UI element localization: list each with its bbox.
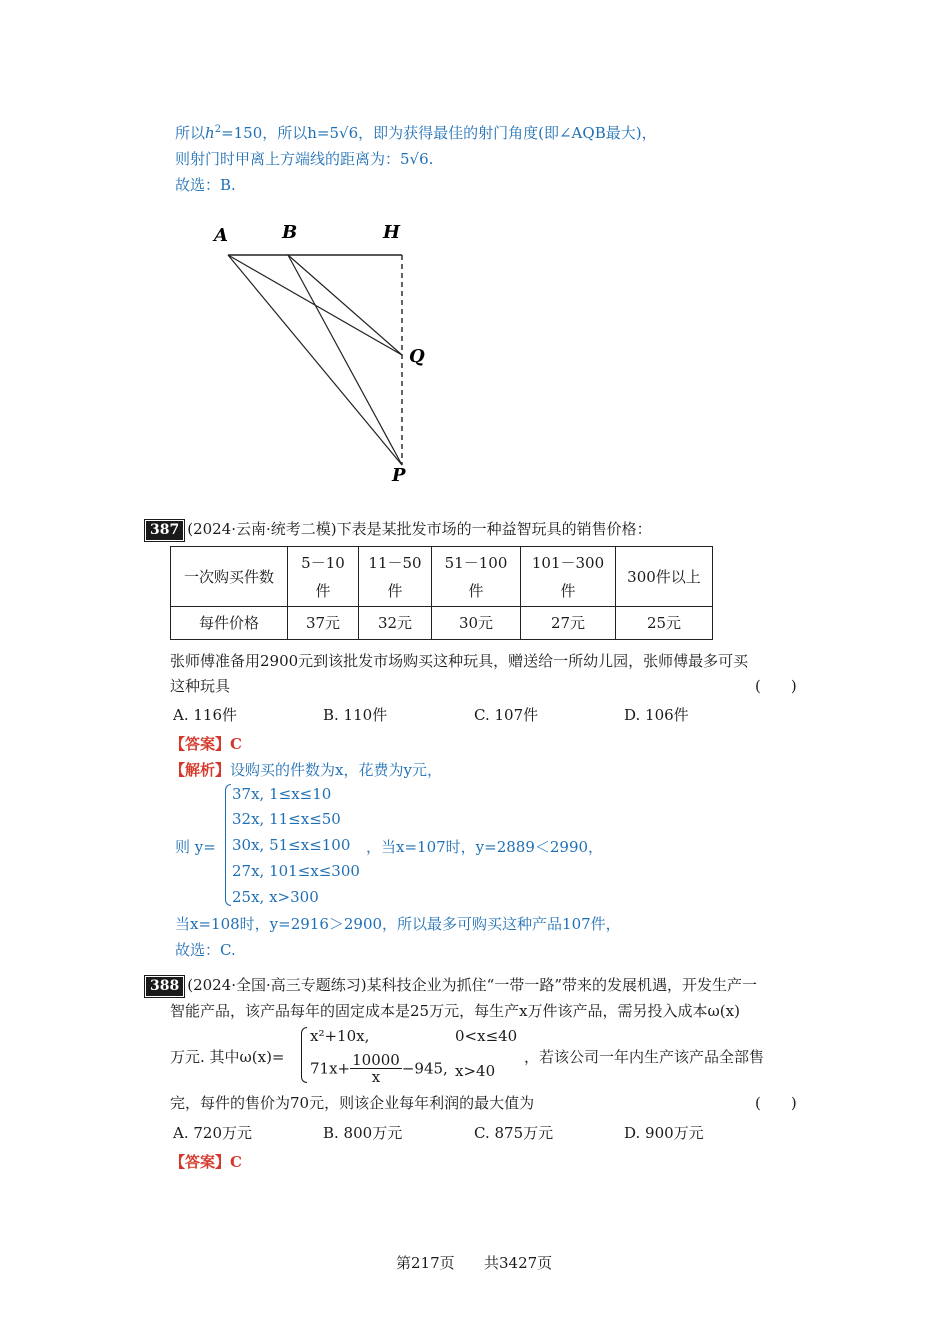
numerator: 10000	[352, 1051, 400, 1069]
option-c: C. 875万元	[474, 1124, 554, 1142]
range-top: 51－100	[444, 553, 508, 572]
label-h: H	[383, 222, 401, 243]
text: −945,	[401, 1059, 448, 1078]
table-cell	[288, 547, 359, 607]
answer-value: C	[230, 735, 242, 753]
range-bottom: 件	[315, 581, 331, 600]
table-cell: 37元	[288, 607, 359, 640]
option-a: A. 720万元	[173, 1124, 252, 1142]
denominator: x	[371, 1068, 381, 1086]
text: ，即为获得最佳的射门角度(即∠AQB最大)，	[358, 124, 657, 142]
question-387-stem	[146, 518, 652, 540]
table-cell: 30元	[432, 607, 521, 640]
answer-line	[170, 733, 242, 754]
geometry-figure	[200, 215, 450, 495]
text: (2024·云南·统考二模)下表是某批发市场的一种益智玩具的销售价格：	[187, 520, 652, 538]
range-bottom: 件	[560, 581, 576, 600]
table-cell: 32元	[359, 607, 432, 640]
table-header-cell: 一次购买件数	[171, 547, 288, 607]
option-b: B. 110件	[323, 706, 388, 724]
analysis-line-4: 故选：C.	[175, 941, 236, 959]
case-5: 25x, x>300	[232, 888, 319, 906]
text: 71x+	[310, 1059, 351, 1078]
text: 所以	[175, 124, 206, 142]
fraction	[350, 1052, 402, 1085]
analysis-line-1	[170, 759, 442, 780]
question-number-badge: 388	[146, 977, 183, 996]
answer-paren: ( )	[755, 677, 797, 695]
line-bq	[288, 255, 402, 355]
option-b: B. 800万元	[323, 1124, 403, 1142]
line-ap	[228, 255, 402, 465]
question-388-stem-1	[146, 974, 757, 996]
range-top: 101－300	[531, 553, 605, 572]
case-2-expr	[310, 1052, 448, 1085]
label-b: B	[282, 222, 298, 243]
solution-line-1	[175, 122, 657, 143]
option-d: D. 900万元	[624, 1124, 704, 1142]
brace	[301, 1027, 307, 1083]
case-1: 37x, 1≤x≤10	[232, 785, 332, 803]
range-top: 5－10	[301, 553, 345, 572]
text: 设购买的件数为x，花费为y元，	[230, 761, 442, 779]
option-a: A. 116件	[173, 706, 237, 724]
table-row	[171, 547, 713, 607]
answer-value: C	[230, 1153, 242, 1171]
text: (2024·全国·高三专题练习)某科技企业为抓住“一带一路”带来的发展机遇，开发生产一	[187, 976, 757, 994]
case-4: 27x, 101≤x≤300	[232, 862, 360, 880]
math-expr: h=5√6	[307, 124, 359, 142]
range-top: 11－50	[368, 553, 422, 572]
label-q: Q	[409, 346, 425, 367]
solution-line-3: 故选：B.	[175, 176, 236, 194]
superscript: 2	[214, 124, 222, 135]
table-cell	[521, 547, 616, 607]
label-p: P	[392, 465, 406, 486]
case-1-cond: 0<x≤40	[455, 1027, 518, 1045]
option-d: D. 106件	[624, 706, 689, 724]
brace	[225, 784, 231, 906]
question-387-text-1: 张师傅准备用2900元到该批发市场购买这种玩具，赠送给一所幼儿园，张师傅最多可买	[170, 652, 749, 670]
solution-line-2: 则射门时甲离上方端线的距离为：5√6.	[175, 150, 434, 168]
answer-paren: ( )	[755, 1094, 797, 1112]
table-cell	[432, 547, 521, 607]
page-number: 第217页	[396, 1254, 455, 1272]
range-bottom: 件	[468, 581, 484, 600]
case-3: 30x, 51≤x≤100	[232, 836, 351, 854]
range-bottom: 件	[387, 581, 403, 600]
question-388-stem-4: 完，每件的售价为70元，则该企业每年利润的最大值为	[170, 1094, 535, 1112]
case-1-expr: x²+10x,	[310, 1027, 370, 1045]
math-var: h	[205, 124, 215, 142]
line-bp	[288, 255, 402, 465]
table-cell: 300件以上	[616, 547, 713, 607]
analysis-line-3: 当x=108时，y=2916＞2900，所以最多可购买这种产品107件，	[175, 915, 621, 933]
question-number-badge: 387	[146, 521, 183, 540]
answer-label: 【答案】	[170, 735, 231, 753]
question-388-stem-3-suffix: ，若该公司一年内生产该产品全部售	[524, 1048, 765, 1066]
case-2: 32x, 11≤x≤50	[232, 810, 341, 828]
table-cell: 25元	[616, 607, 713, 640]
option-c: C. 107件	[474, 706, 539, 724]
table-cell	[359, 547, 432, 607]
question-387-text-2: 这种玩具	[170, 677, 231, 695]
answer-line	[170, 1151, 242, 1172]
table-header-cell: 每件价格	[171, 607, 288, 640]
question-388-stem-2: 智能产品，该产品每年的固定成本是25万元，每生产x万件该产品，需另投入成本ω(x)	[170, 1002, 740, 1020]
piecewise-suffix: ，当x=107时，y=2889＜2990，	[366, 838, 604, 856]
case-2-cond: x>40	[455, 1062, 496, 1080]
piecewise-prefix: 则 y=	[175, 838, 216, 856]
question-388-stem-3-prefix: 万元. 其中ω(x)=	[170, 1048, 285, 1066]
table-row	[171, 607, 713, 640]
label-a: A	[214, 225, 228, 246]
analysis-label: 【解析】	[170, 761, 231, 779]
table-cell: 27元	[521, 607, 616, 640]
text: =150，所以	[221, 124, 308, 142]
page-total: 共3427页	[484, 1254, 553, 1272]
price-table	[170, 546, 713, 640]
answer-label: 【答案】	[170, 1153, 231, 1171]
